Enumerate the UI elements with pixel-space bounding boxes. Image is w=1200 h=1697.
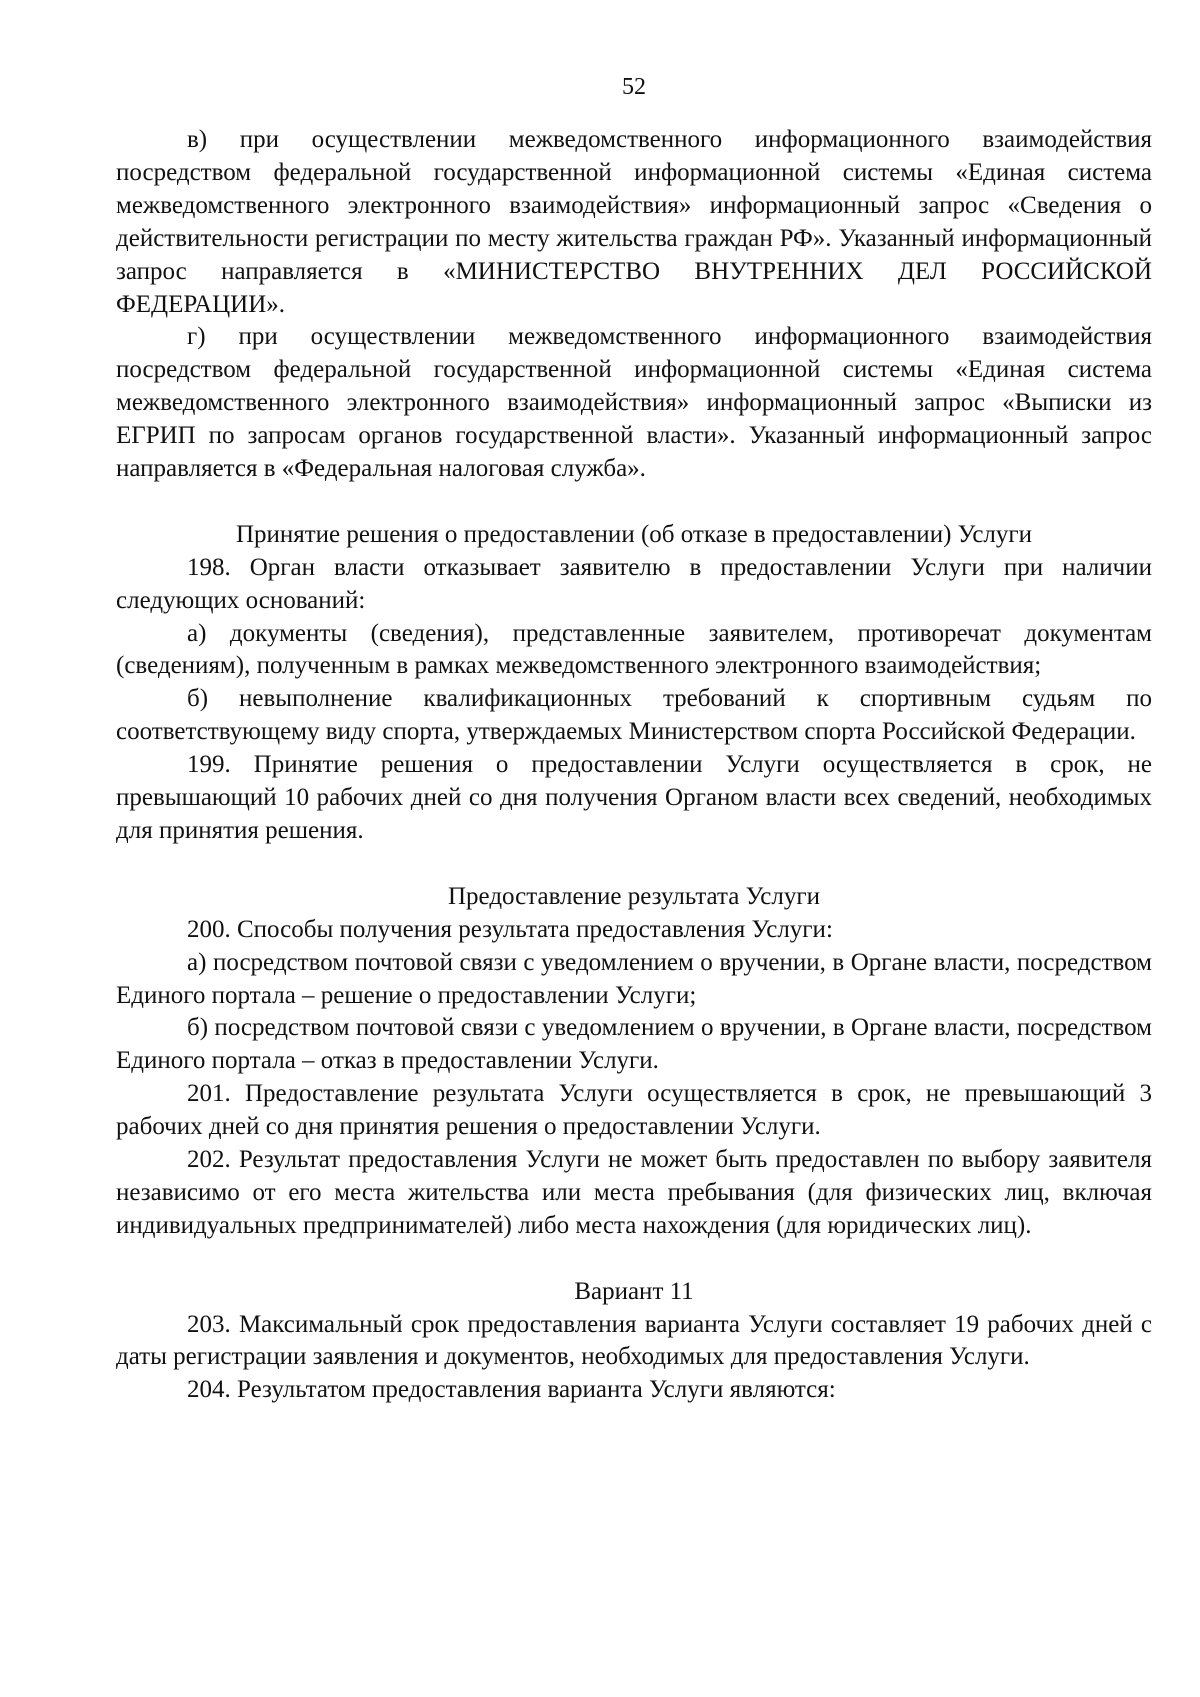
section-gap bbox=[116, 1243, 1152, 1276]
section-heading-variant-11: Вариант 11 bbox=[574, 1277, 694, 1305]
section-gap bbox=[116, 848, 1152, 881]
document-body bbox=[116, 124, 1152, 1407]
paragraph-198: 198. Орган власти отказывает заявителю в предоставлении Услуги при наличии следующих оснований: bbox=[116, 553, 1152, 614]
section-gap bbox=[116, 486, 1152, 519]
paragraph-g-fns-request: г) при осуществлении межведомственного информационного взаимодействия посредством федеральной государственной информационной системы «Единая система межведомственного электронного взаимодействия» информационный запрос «Выписки из ЕГРИП по запросам органов государственной власти». Указанный информационный запрос направляется в «Федеральная налоговая служба». bbox=[116, 323, 1152, 483]
paragraph-199: 199. Принятие решения о предоставлении Услуги осуществляется в срок, не превышающий 10 рабочих дней со дня получения Органом власти всех сведений, необходимых для принятия решения. bbox=[116, 751, 1152, 845]
paragraph-200: 200. Способы получения результата предоставления Услуги: bbox=[187, 915, 833, 943]
paragraph-200-b: б) посредством почтовой связи с уведомлением о вручении, в Органе власти, посредством Единого портала – отказ в предоставлении Услуги. bbox=[116, 1014, 1152, 1075]
paragraph-204: 204. Результатом предоставления варианта Услуги являются: bbox=[187, 1376, 836, 1404]
paragraph-203: 203. Максимальный срок предоставления варианта Услуги составляет 19 рабочих дней с даты регистрации заявления и документов, необходимых для предоставления Услуги. bbox=[116, 1310, 1152, 1371]
section-heading-result: Предоставление результата Услуги bbox=[448, 882, 820, 910]
paragraph-200-a: а) посредством почтовой связи с уведомлением о вручении, в Органе власти, посредством Единого портала – решение о предоставлении Услуги; bbox=[116, 948, 1152, 1009]
paragraph-198-b: б) невыполнение квалификационных требований к спортивным судьям по соответствующему виду спорта, утверждаемых Министерством спорта Российской Федерации. bbox=[116, 685, 1152, 746]
paragraph-202: 202. Результат предоставления Услуги не может быть предоставлен по выбору заявителя независимо от его места жительства или места пребывания (для физических лиц, включая индивидуальных предпринимателей) либо места нахождения (для юридических лиц). bbox=[116, 1146, 1152, 1239]
paragraph-201: 201. Предоставление результата Услуги осуществляется в срок, не превышающий 3 рабочих дней со дня принятия решения о предоставлении Услуги. bbox=[116, 1080, 1152, 1141]
paragraph-v-mvd-request: в) при осуществлении межведомственного информационного взаимодействия посредством федеральной государственной информационной системы «Единая система межведомственного электронного взаимодействия» информационный запрос «Сведения о действительности регистрации по месту жительства граждан РФ». Указанный информационный запрос направляется в «МИНИСТЕРСТВО ВНУТРЕННИХ ДЕЛ РОССИЙСКОЙ ФЕДЕРАЦИИ». bbox=[116, 126, 1152, 318]
page-number: 52 bbox=[622, 74, 646, 100]
section-heading-decision: Принятие решения о предоставлении (об отказе в предоставлении) Услуги bbox=[235, 520, 1033, 548]
paragraph-198-a: а) документы (сведения), представленные заявителем, противоречат документам (сведениям), полученным в рамках межведомственного электронного взаимодействия; bbox=[116, 619, 1152, 680]
